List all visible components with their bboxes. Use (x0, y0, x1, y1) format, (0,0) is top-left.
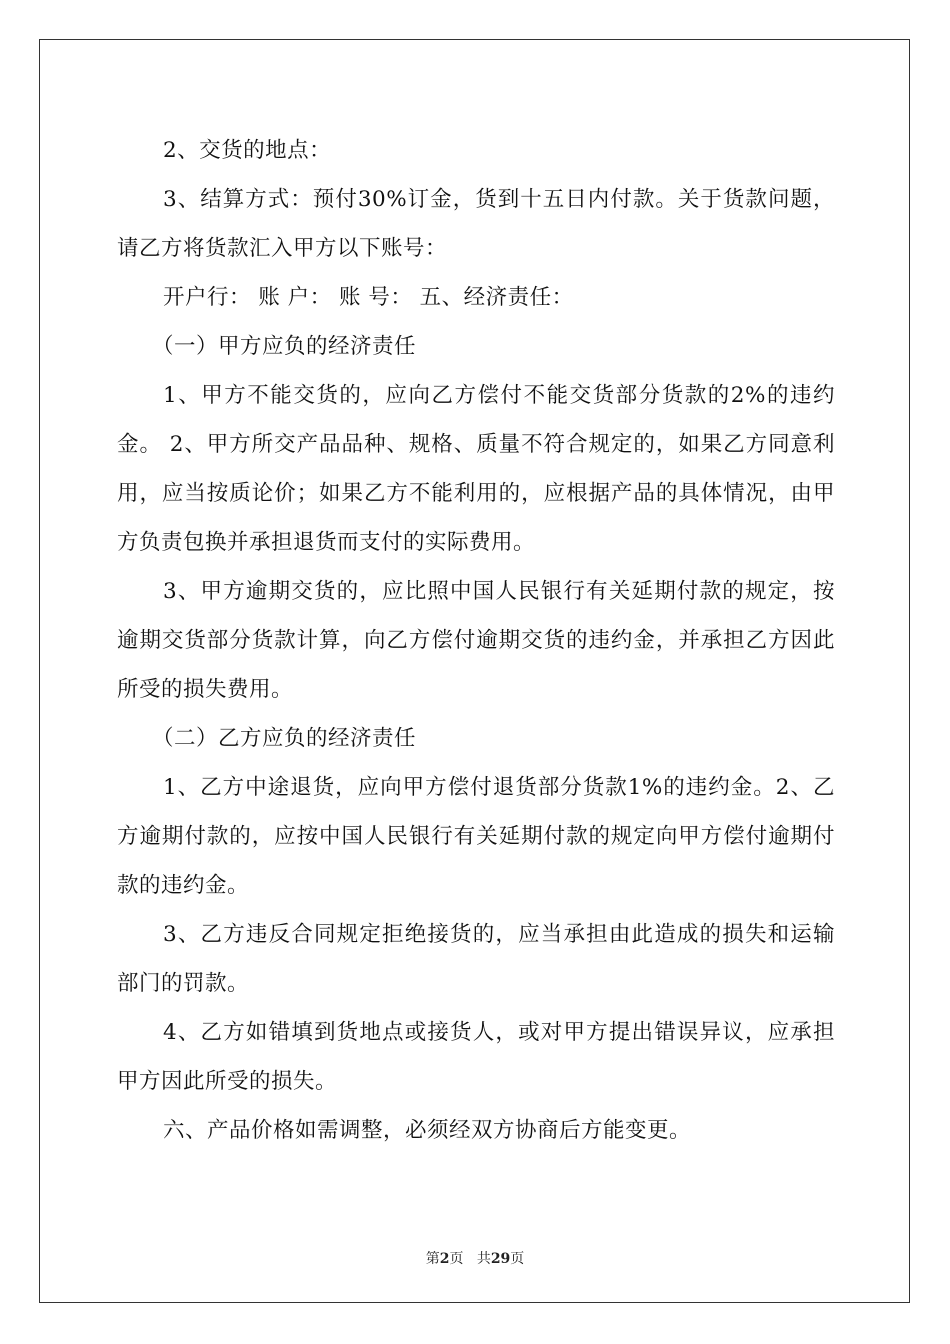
paragraph-bank-account: 开户行： 账 户： 账 号： 五、经济责任： (163, 285, 574, 310)
paragraph-delivery-location: 2、交货的地点： (163, 138, 332, 163)
paragraph-party-a-item-3: 3、甲方逾期交货的，应比照中国人民银行有关延期付款的规定，按逾期交货部分货款计算，向乙方偿付逾期交货的违约金，并承担乙方因此所受的损失费用。 (117, 579, 835, 702)
page-suffix: 页 (449, 1251, 464, 1267)
page-number: 2 (439, 1251, 450, 1267)
paragraph-party-b-item-3: 3、乙方违反合同规定拒绝接货的，应当承担由此造成的损失和运输部门的罚款。 (117, 922, 835, 996)
paragraph-party-b-item-1-2: 1、乙方中途退货，应向甲方偿付退货部分货款1%的违约金。2、乙方逾期付款的，应按中国人民银行有关延期付款的规定向甲方偿付逾期付款的违约金。 (117, 775, 835, 898)
paragraph-party-a-item-1-2: 1、甲方不能交货的，应向乙方偿付不能交货部分货款的2%的违约金。 2、甲方所交产品品种、规格、质量不符合规定的，如果乙方同意利用，应当按质论价；如果乙方不能利用的，应根据产品的具体情况，由甲方负责包换并承担退货而支付的实际费用。 (117, 383, 835, 555)
total-suffix: 页 (510, 1251, 525, 1267)
heading-party-a-liability: （一）甲方应负的经济责任 (152, 334, 417, 359)
total-pages: 29 (490, 1251, 511, 1267)
paragraph-party-b-item-4: 4、乙方如错填到货地点或接货人，或对甲方提出错误异议，应承担甲方因此所受的损失。 (117, 1020, 835, 1094)
page-prefix: 第 (425, 1251, 440, 1267)
heading-party-b-liability: （二）乙方应负的经济责任 (152, 726, 417, 751)
total-prefix: 共 (476, 1251, 491, 1267)
paragraph-settlement-method: 3、结算方式：预付30%订金，货到十五日内付款。关于货款问题，请乙方将货款汇入甲方以下账号： (117, 187, 835, 261)
paragraph-price-adjustment: 六、产品价格如需调整，必须经双方协商后方能变更。 (163, 1118, 692, 1143)
document-body (117, 126, 835, 1155)
page-footer (0, 1248, 950, 1268)
